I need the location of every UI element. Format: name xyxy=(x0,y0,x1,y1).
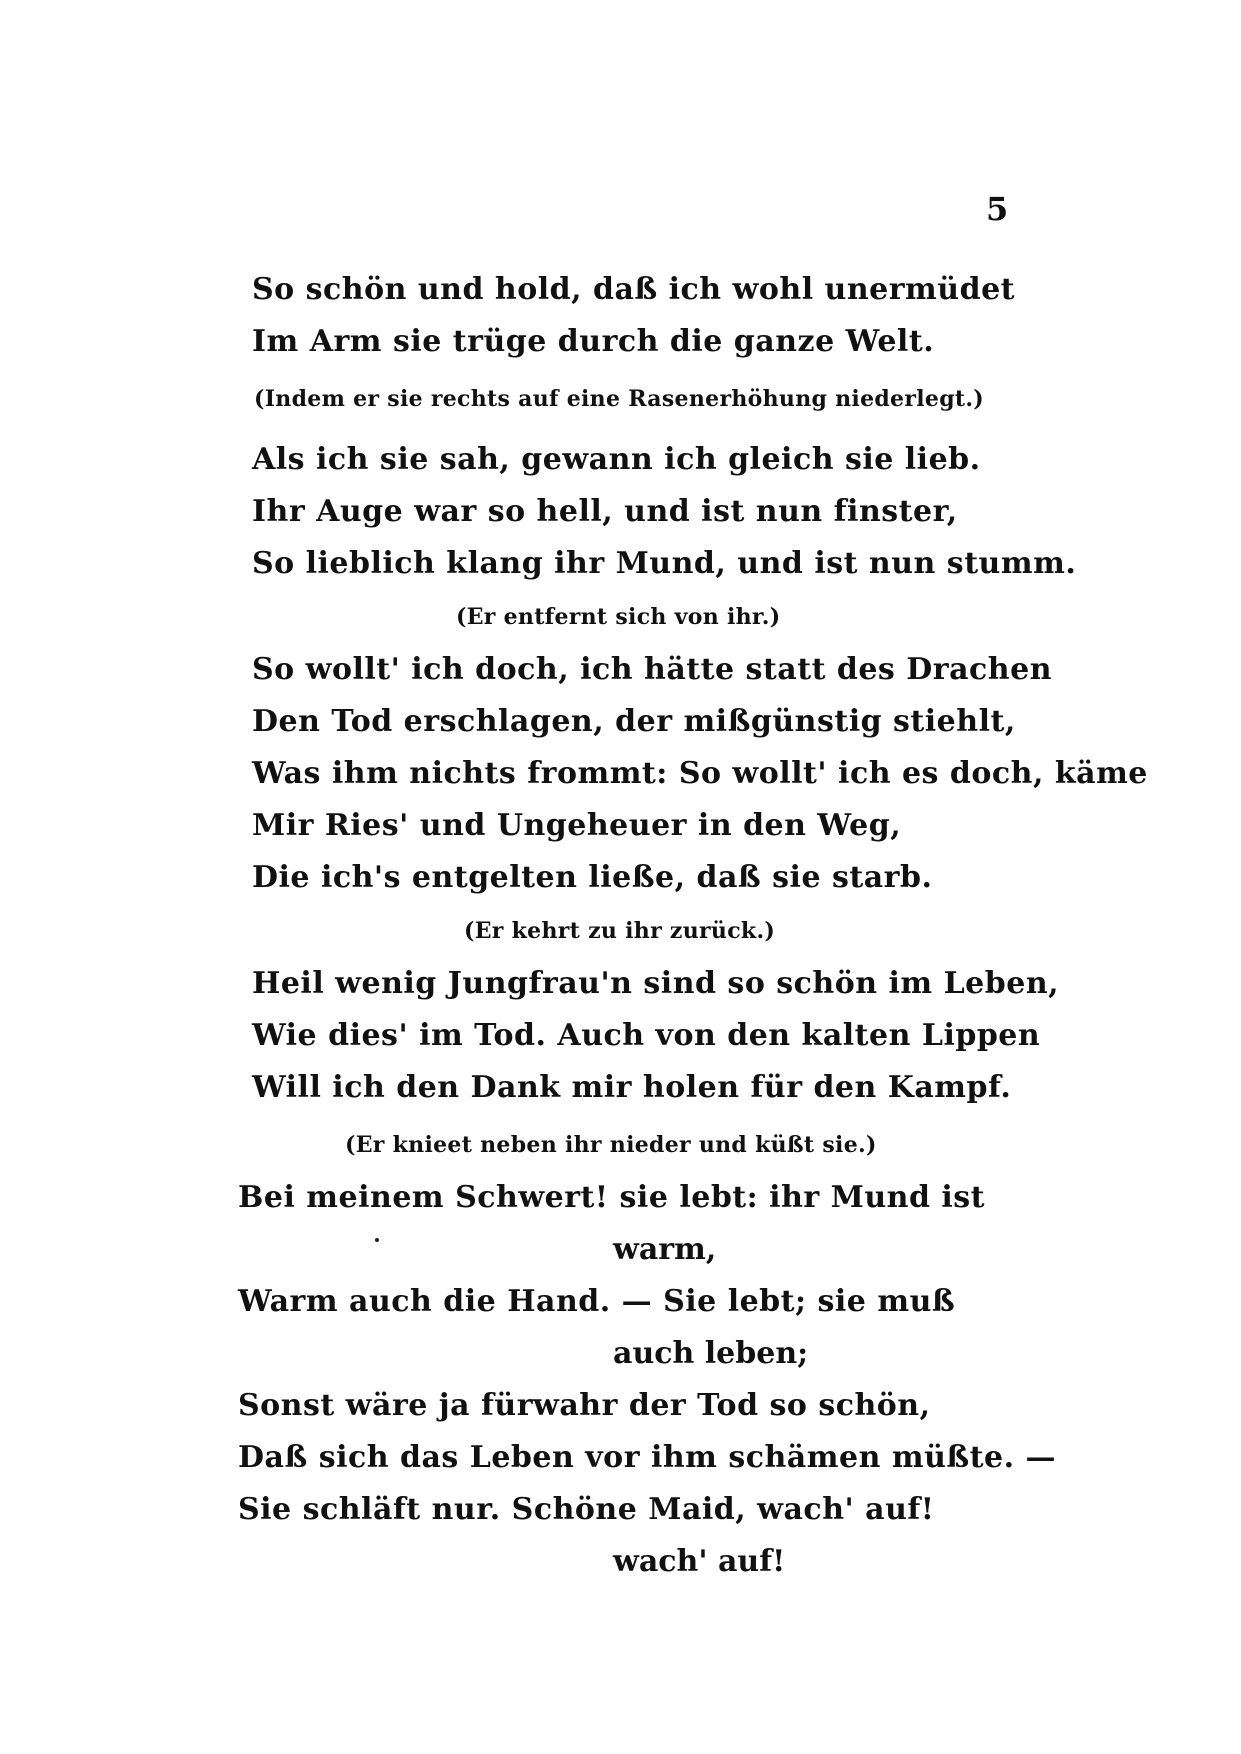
stage-direction: (Indem er sie rechts auf eine Rasenerhöhung niederlegt.) xyxy=(254,386,985,412)
verse-line: Warm auch die Hand. — Sie lebt; sie muß xyxy=(238,1284,956,1319)
verse-line: Die ich's entgelten ließe, daß sie starb. xyxy=(252,860,933,895)
stage-direction: (Er entfernt sich von ihr.) xyxy=(456,604,781,630)
page-number: 5 xyxy=(986,190,1009,228)
printing-speck xyxy=(375,1238,379,1242)
verse-line: Den Tod erschlagen, der mißgünstig stiehlt, xyxy=(252,704,1016,739)
verse-line: Mir Ries' und Ungeheuer in den Weg, xyxy=(252,808,902,843)
verse-line: So wollt' ich doch, ich hätte statt des Drachen xyxy=(252,652,1052,687)
verse-line-continuation: wach' auf! xyxy=(613,1544,786,1579)
stage-direction: (Er kehrt zu ihr zurück.) xyxy=(464,918,776,944)
verse-line: Was ihm nichts frommt: So wollt' ich es doch, käme xyxy=(252,756,1148,791)
verse-line: So lieblich klang ihr Mund, und ist nun stumm. xyxy=(252,546,1077,581)
stage-direction: (Er knieet neben ihr nieder und küßt sie.) xyxy=(345,1132,877,1158)
verse-line-continuation: warm, xyxy=(613,1232,717,1267)
verse-line: Sie schläft nur. Schöne Maid, wach' auf! xyxy=(238,1492,935,1527)
verse-line-continuation: auch leben; xyxy=(613,1336,809,1371)
verse-line: So schön und hold, daß ich wohl unermüdet xyxy=(252,272,1016,307)
verse-line: Daß sich das Leben vor ihm schämen müßte. — xyxy=(238,1440,1057,1475)
verse-line: Ihr Auge war so hell, und ist nun finster, xyxy=(252,494,958,529)
verse-line: Heil wenig Jungfrau'n sind so schön im Leben, xyxy=(252,966,1060,1001)
verse-line: Wie dies' im Tod. Auch von den kalten Lippen xyxy=(252,1018,1041,1053)
verse-line: Will ich den Dank mir holen für den Kampf. xyxy=(252,1070,1012,1105)
verse-line: Als ich sie sah, gewann ich gleich sie lieb. xyxy=(252,442,981,477)
verse-line: Bei meinem Schwert! sie lebt: ihr Mund ist xyxy=(238,1180,986,1215)
verse-line: Sonst wäre ja fürwahr der Tod so schön, xyxy=(238,1388,931,1423)
verse-line: Im Arm sie trüge durch die ganze Welt. xyxy=(252,324,935,359)
